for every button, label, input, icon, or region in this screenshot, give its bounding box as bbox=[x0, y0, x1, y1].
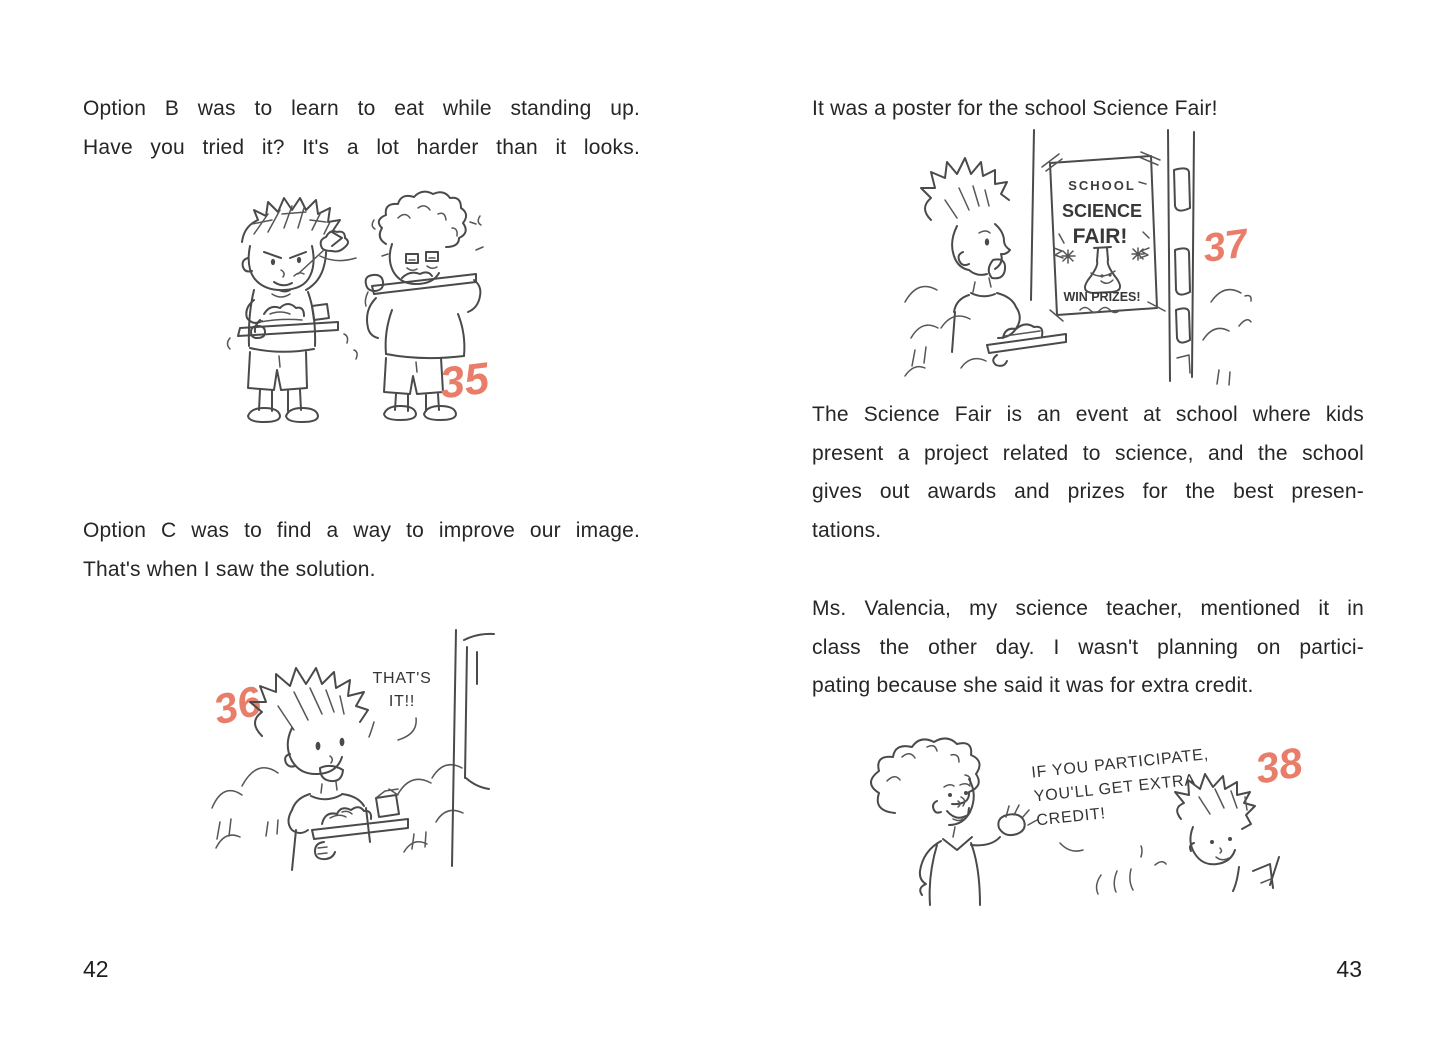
text-line: pating because she said it was for extra credit. bbox=[812, 674, 1254, 697]
text-line: It was a poster for the school Science Fair! bbox=[812, 97, 1218, 120]
poster-line-fair: FAIR! bbox=[1072, 225, 1128, 248]
page-number-left: 42 bbox=[83, 956, 109, 982]
illustration-science-fair-poster bbox=[903, 130, 1251, 386]
poster-line-win-prizes: WIN PRIZES! bbox=[1063, 290, 1141, 304]
illustration-extra-credit bbox=[865, 733, 1305, 905]
paragraph-option-b bbox=[83, 90, 640, 167]
paragraph-ms-valencia bbox=[812, 590, 1364, 706]
extra-credit-drawing bbox=[865, 733, 1305, 905]
text-line: class the other day. I wasn't planning on partici- bbox=[812, 635, 1364, 659]
text-line: present a project related to science, and the school bbox=[812, 441, 1364, 465]
figure-number: 36 bbox=[208, 676, 266, 734]
poster-line-science: SCIENCE bbox=[1061, 201, 1143, 221]
thats-it-drawing bbox=[208, 626, 498, 886]
paragraph-science-fair-info bbox=[812, 396, 1364, 550]
text-line: Option C was to find a way to improve our image. bbox=[83, 519, 640, 542]
illustration-thats-it bbox=[208, 626, 498, 886]
paragraph-poster-intro bbox=[812, 90, 1364, 129]
figure-number: 35 bbox=[437, 353, 492, 409]
text-line: The Science Fair is an event at school where kids bbox=[812, 403, 1364, 426]
illustration-eating-while-standing bbox=[226, 192, 504, 436]
speech-text: THAT'S bbox=[372, 670, 432, 687]
text-line: That's when I saw the solution. bbox=[83, 557, 376, 581]
page-number-right: 43 bbox=[1336, 956, 1362, 982]
speech-text: IF YOU PARTICIPATE, bbox=[1030, 746, 1210, 782]
figure-number: 37 bbox=[1200, 221, 1251, 272]
eating-standing-drawing bbox=[226, 192, 504, 436]
text-line: Have you tried it? It's a lot harder than it looks. bbox=[83, 135, 640, 159]
science-fair-poster-drawing bbox=[903, 130, 1251, 386]
speech-text: CREDIT! bbox=[1035, 805, 1107, 830]
text-line: gives out awards and prizes for the best presen- bbox=[812, 480, 1364, 503]
figure-number: 38 bbox=[1251, 738, 1306, 793]
speech-text: IT!! bbox=[388, 693, 416, 710]
paragraph-option-c bbox=[83, 512, 640, 589]
text-line: Option B was to learn to eat while standing up. bbox=[83, 97, 640, 120]
speech-text: YOU'LL GET EXTRA bbox=[1033, 771, 1197, 806]
text-line: Ms. Valencia, my science teacher, mentioned it in bbox=[812, 597, 1364, 620]
text-line: tations. bbox=[812, 518, 882, 542]
poster-line-school: SCHOOL bbox=[1068, 178, 1136, 193]
